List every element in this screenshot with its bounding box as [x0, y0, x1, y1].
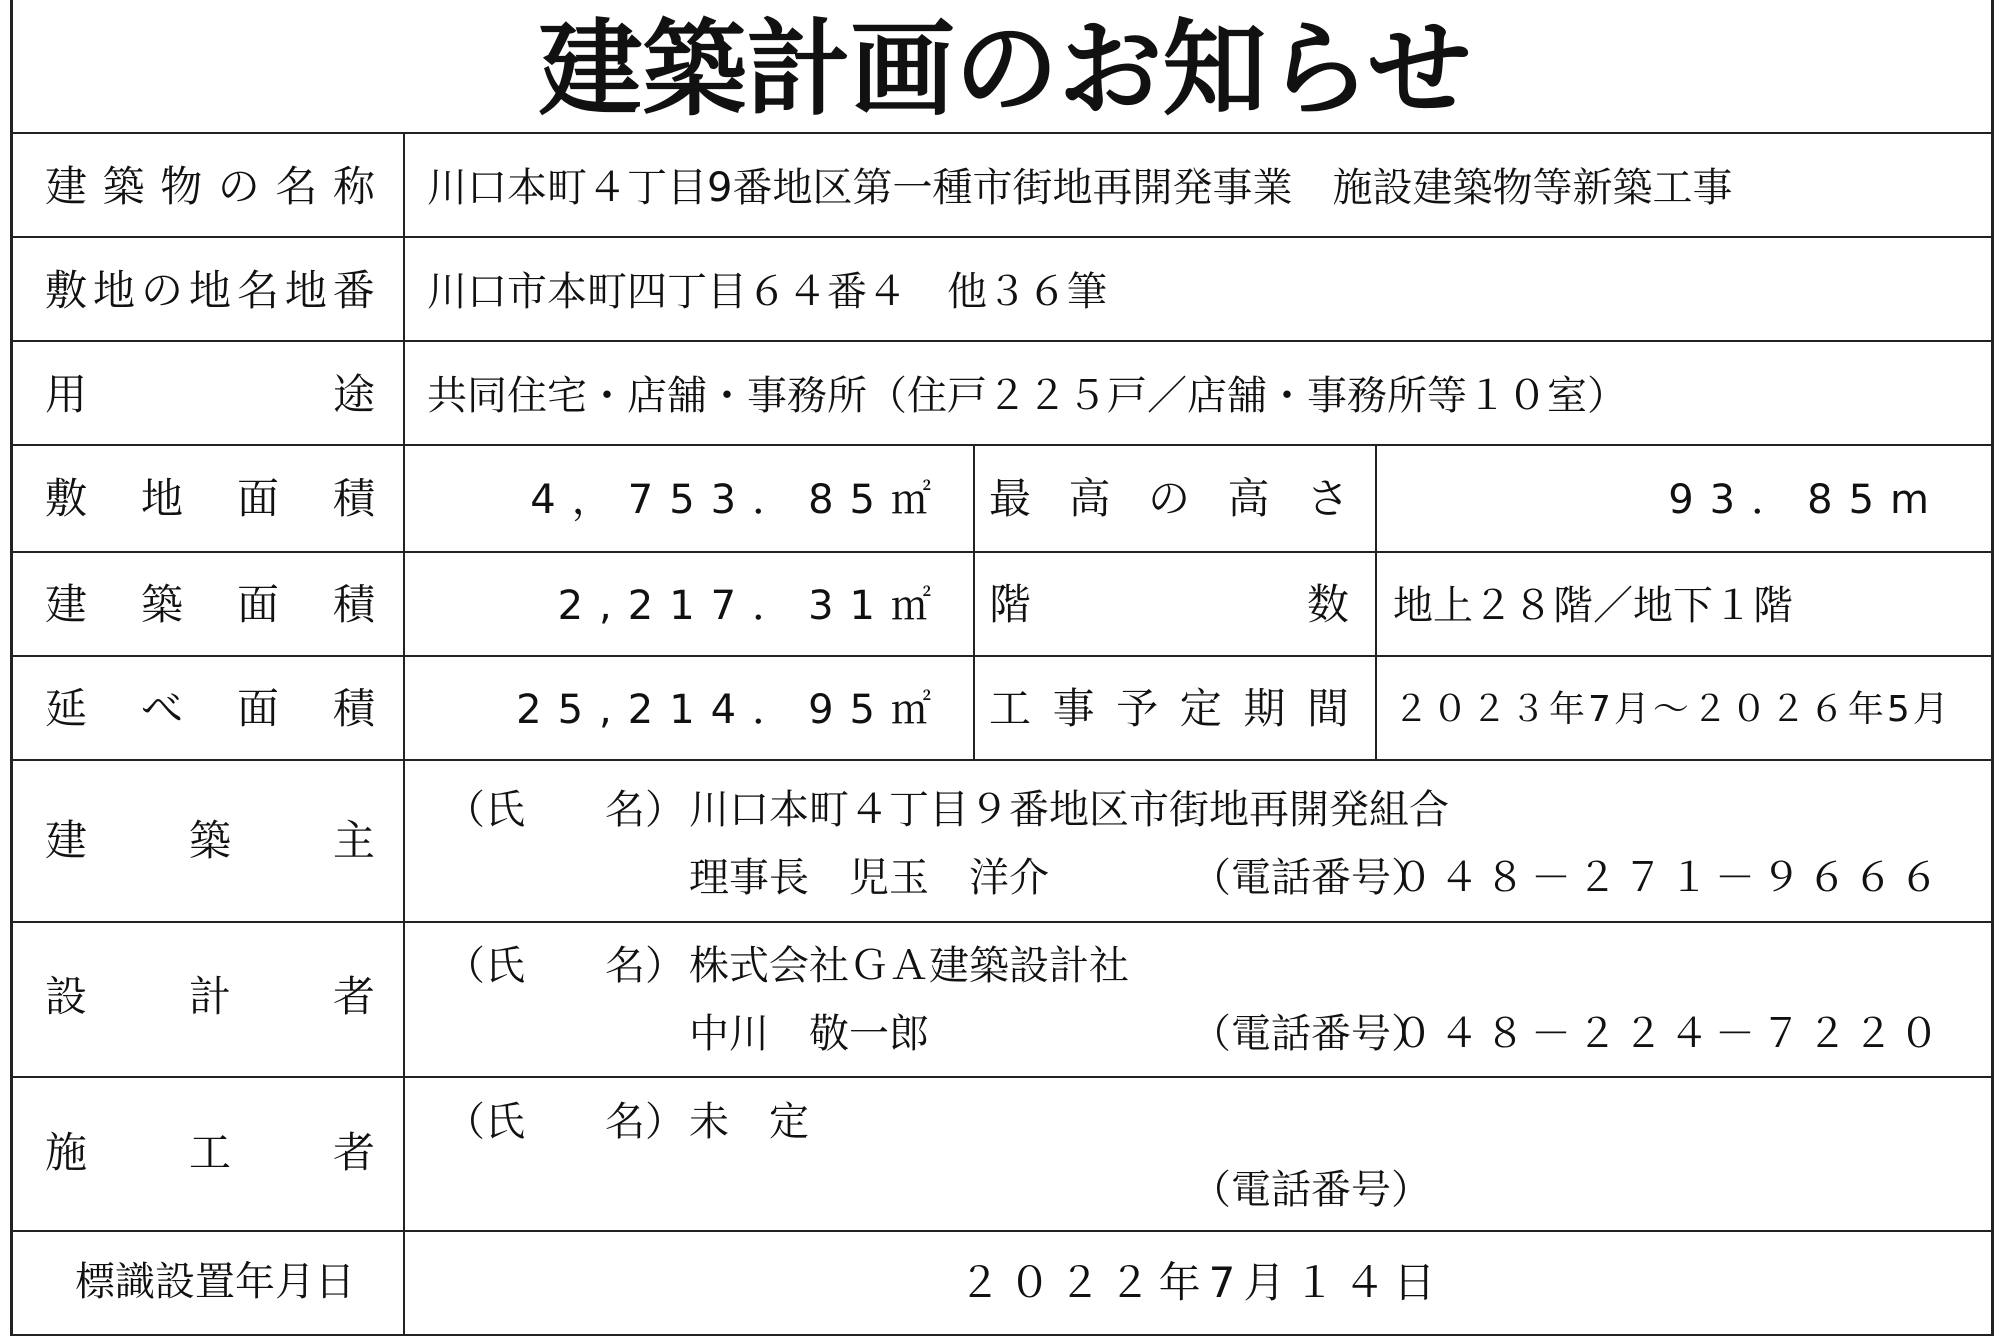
- value-floors: 地上２８階／地下１階: [1393, 583, 1793, 629]
- column-divider: [973, 444, 975, 759]
- value-site-address: 川口市本町四丁目６４番４ 他３６筆: [427, 269, 1107, 315]
- column-divider: [1375, 444, 1377, 759]
- value-building-name: 川口本町４丁目9番地区第一種市街地再開発事業 施設建築物等新築工事: [427, 165, 1733, 211]
- contractor-phone-label: （電話番号）: [1191, 1167, 1431, 1213]
- divider: [13, 1076, 1991, 1078]
- designer-phone: ０４８－２２４－７２２０: [1393, 1011, 1945, 1057]
- value-use: 共同住宅・店舗・事務所（住戸２２５戸／店舗・事務所等１０室）: [427, 373, 1627, 419]
- divider: [13, 759, 1991, 761]
- value-site-area: 4，753．85㎡: [530, 477, 947, 523]
- divider: [13, 1230, 1991, 1232]
- notice-board: [10, 0, 1994, 1336]
- owner-phone: ０４８－２７１－９６６６: [1393, 855, 1945, 901]
- label-contractor: 施 工 者: [45, 1128, 375, 1177]
- divider: [13, 655, 1991, 657]
- designer-person: 中川 敬一郎: [689, 1011, 929, 1057]
- label-site-area: 敷 地 面 積: [45, 474, 375, 523]
- designer-name: 株式会社ＧＡ建築設計社: [689, 943, 1129, 989]
- designer-name-label: （氏 名）: [445, 943, 685, 989]
- divider: [13, 236, 1991, 238]
- owner-person: 理事長 児玉 洋介: [689, 855, 1049, 901]
- label-total-floor-area: 延 べ 面 積: [45, 684, 375, 733]
- value-construction-period: ２０２３年7月～２０２６年5月: [1393, 689, 1952, 730]
- owner-name: 川口本町４丁目９番地区市街地再開発組合: [689, 787, 1449, 833]
- label-construction-period: 工 事 予 定 期 間: [989, 684, 1349, 733]
- label-owner: 建 築 主: [45, 816, 375, 865]
- divider: [13, 921, 1991, 923]
- value-total-floor-area: 25,214．95㎡: [516, 687, 947, 733]
- value-sign-date: ２０２２年7月１４日: [958, 1258, 1444, 1307]
- label-building-name: 建 築 物 の 名 称: [45, 162, 375, 211]
- contractor-name-label: （氏 名）: [445, 1099, 685, 1145]
- label-site-address: 敷 地 の 地 名 地 番: [45, 266, 375, 315]
- label-max-height: 最 高 の 高 さ: [989, 474, 1349, 523]
- divider: [13, 551, 1991, 553]
- divider: [13, 444, 1991, 446]
- designer-phone-label: （電話番号）: [1191, 1011, 1431, 1057]
- label-designer: 設 計 者: [45, 972, 375, 1021]
- label-use: 用 途: [45, 370, 375, 419]
- label-floors: 階 数: [989, 580, 1349, 629]
- divider: [13, 1334, 1991, 1336]
- value-max-height: 93．85m: [1668, 477, 1945, 523]
- divider: [13, 340, 1991, 342]
- owner-phone-label: （電話番号）: [1191, 855, 1431, 901]
- owner-name-label: （氏 名）: [445, 787, 685, 833]
- column-divider: [403, 132, 405, 1334]
- contractor-name: 未 定: [689, 1099, 809, 1145]
- divider: [13, 132, 1991, 134]
- notice-title: 建築計画のお知らせ: [538, 8, 1472, 130]
- label-sign-date: 標識設置年月日: [75, 1259, 355, 1305]
- value-building-area: 2,217．31㎡: [557, 583, 947, 629]
- label-building-area: 建 築 面 積: [45, 580, 375, 629]
